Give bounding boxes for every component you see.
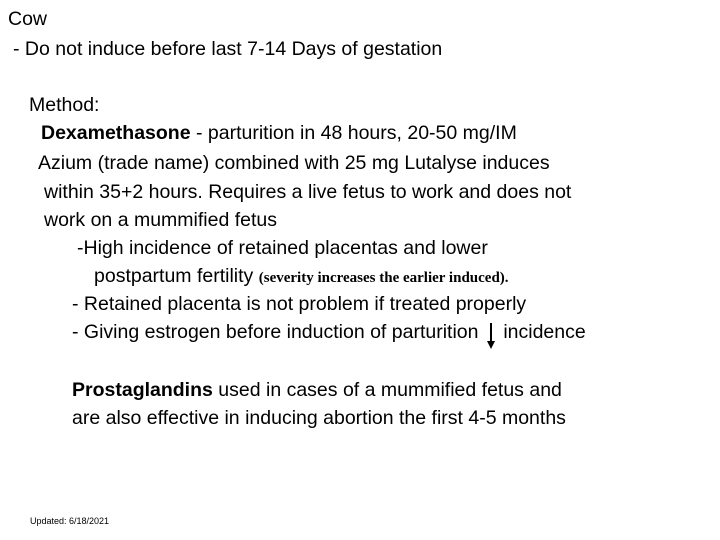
prostaglandins-text: used in cases of a mummified fetus and [212,379,562,401]
estrogen-line [72,320,586,344]
azium-line-3: work on a mummified fetus [44,209,278,231]
updated-footer: Updated: 6/18/2021 [30,516,110,526]
prostaglandins-line-2: are also effective in inducing abortion the first 4-5 months [72,407,566,429]
severity-note: (severity increases the earlier induced). [258,270,509,286]
postpartum-text: postpartum fertility [94,265,259,287]
incidence-text: incidence [497,321,586,343]
high-incidence-line-2 [94,264,509,290]
azium-line-1: Azium (trade name) combined with 25 mg Lutalyse induces [38,152,550,174]
gestation-line: - Do not induce before last 7-14 Days of gestation [13,38,443,60]
prostaglandins-term: Prostaglandins [72,379,213,401]
down-arrow-icon [485,320,497,344]
method-label: Method: [29,94,100,116]
dexamethasone-text: - parturition in 48 hours, 20-50 mg/IM [190,122,517,144]
estrogen-text: - Giving estrogen before induction of parturition [72,321,484,343]
dexamethasone-line [41,121,517,145]
retained-placenta-line: - Retained placenta is not problem if treated properly [72,293,527,315]
slide-title: Cow [8,8,48,30]
dexamethasone-term: Dexamethasone [41,122,191,144]
high-incidence-line-1: -High incidence of retained placentas and lower [77,237,488,259]
prostaglandins-line-1 [72,378,562,402]
azium-line-2: within 35+2 hours. Requires a live fetus to work and does not [44,181,572,203]
